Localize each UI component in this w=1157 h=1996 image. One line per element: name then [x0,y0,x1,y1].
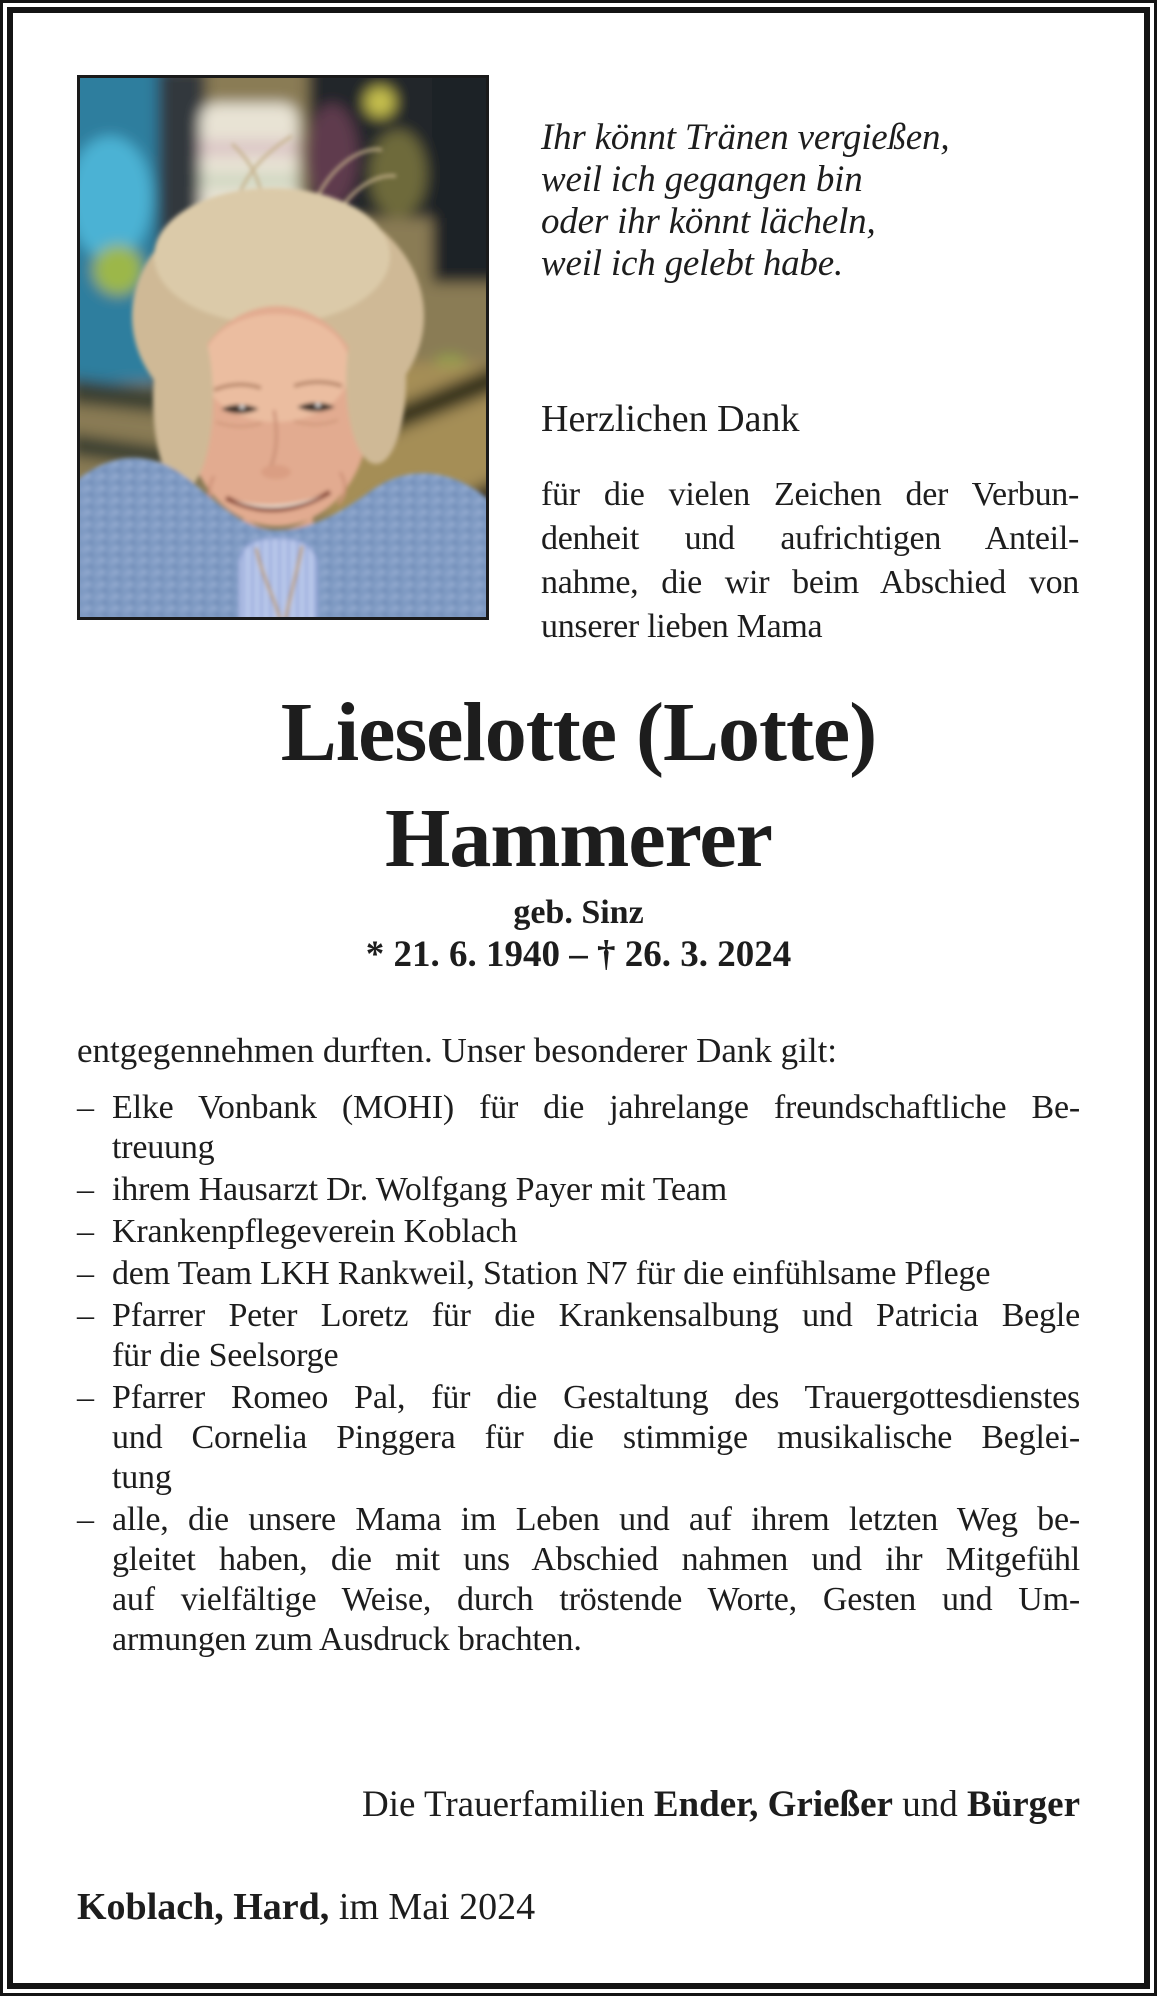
footer-part-regular: im Mai 2024 [329,1886,536,1928]
thanks-item-text [112,1296,1080,1376]
memorial-quote [541,117,1079,285]
footer-part-bold: Koblach, Hard, [77,1886,330,1928]
thanks-line: Elke Vonbank (MOHI) für die jahrelange freundschaftliche Be- [112,1089,1080,1126]
thanks-item [77,1088,1080,1168]
signature-part-bold: Bürger [966,1784,1080,1825]
deceased-last-name: Hammerer [385,792,772,885]
thanks-lead-line: entgegennehmen durften. Unser besonderer Dank gilt: [77,1031,838,1070]
signature-line [77,1784,1080,1826]
list-dash: – [77,1297,94,1334]
thanks-item-text [112,1212,1080,1252]
thanks-line: armungen zum Ausdruck brachten. [112,1621,582,1658]
list-dash: – [77,1501,94,1538]
thanks-line: tung [112,1459,172,1496]
obituary-card [7,7,1150,1989]
deceased-first-name: Lieselotte (Lotte) [280,686,877,779]
quote-line: weil ich gelebt habe. [541,243,843,284]
thanks-list [77,1088,1080,1660]
signature-part-regular: Die Trauerfamilien [362,1784,654,1825]
intro-line: unserer lieben Mama [541,608,823,645]
thanks-item [77,1170,1080,1210]
thanks-line: ihrem Hausarzt Dr. Wolfgang Payer mit Team [112,1171,728,1208]
list-dash: – [77,1089,94,1126]
list-dash: – [77,1379,94,1416]
thanks-line: und Cornelia Pinggera für die stimmige musikalische Beglei- [112,1419,1080,1456]
thanks-item [77,1254,1080,1294]
intro-line: denheit und aufrichtigen Anteil- [541,520,1079,557]
greeting-heading: Herzlichen Dank [541,398,800,440]
signature-part-bold: Ender, Grießer [653,1784,893,1825]
thanks-line: Krankenpflegeverein Koblach [112,1213,518,1250]
intro-column [541,75,1079,649]
list-dash: – [77,1255,94,1292]
signature-part-regular: und [892,1784,967,1825]
quote-line: oder ihr könnt lächeln, [541,201,876,242]
thanks-line: alle, die unsere Mama im Leben und auf ihrem letzten Weg be- [112,1501,1080,1538]
thanks-line: treuung [112,1129,215,1166]
thanks-item-text [112,1088,1080,1168]
list-dash: – [77,1171,94,1208]
thanks-line: gleitet haben, die mit uns Abschied nahmen und ihr Mitgefühl [112,1541,1080,1578]
thanks-line: für die Seelsorge [112,1337,339,1374]
place-date-line [77,1886,1080,1928]
thanks-line: Pfarrer Romeo Pal, für die Gestaltung des Trauergottesdienstes [112,1379,1080,1416]
intro-line: nahme, die wir beim Abschied von [541,564,1079,601]
quote-line: weil ich gegangen bin [541,159,863,200]
life-dates: * 21. 6. 1940 – † 26. 3. 2024 [365,934,792,975]
thanks-line: Pfarrer Peter Loretz für die Krankensalbung und Patricia Begle [112,1297,1080,1334]
thanks-item [77,1296,1080,1376]
thanks-item [77,1378,1080,1498]
thanks-item-text [112,1500,1080,1660]
portrait-photo-illustration [80,78,486,617]
quote-line: Ihr könnt Tränen vergießen, [541,117,950,158]
thanks-item-text [112,1170,1080,1210]
thanks-item-text [112,1378,1080,1498]
intro-line: für die vielen Zeichen der Verbun- [541,476,1079,513]
intro-paragraph [541,473,1079,649]
thanks-item [77,1212,1080,1252]
list-dash: – [77,1213,94,1250]
header-section [77,75,1080,649]
thanks-line: auf vielfältige Weise, durch tröstende Worte, Gesten und Um- [112,1581,1080,1618]
thanks-item-text [112,1254,1080,1294]
maiden-name: geb. Sinz [513,894,644,931]
thanks-line: dem Team LKH Rankweil, Station N7 für die einfühlsame Pflege [112,1255,991,1292]
thanks-item [77,1500,1080,1660]
portrait-photo [77,75,489,620]
